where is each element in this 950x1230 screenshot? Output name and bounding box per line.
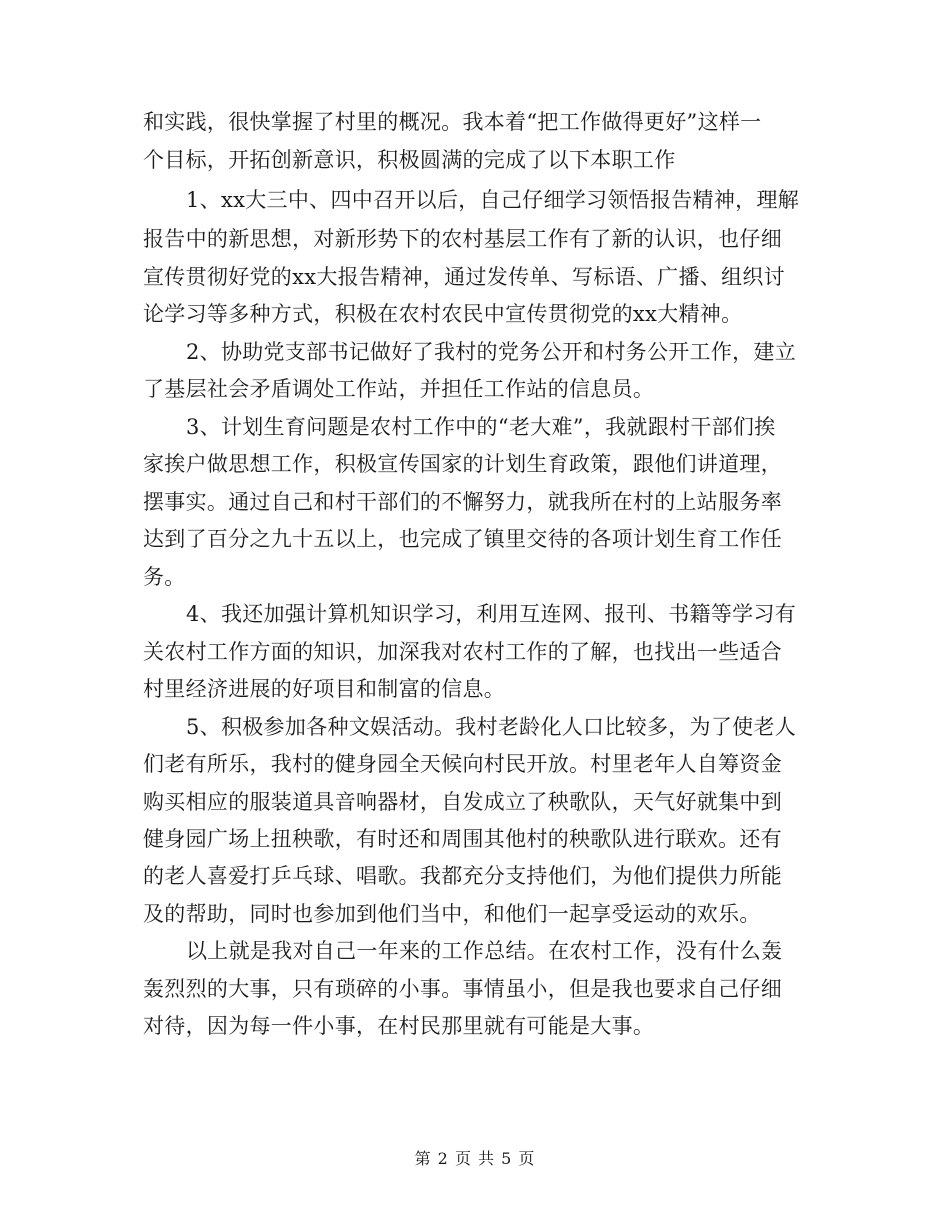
text-line-7: 2、协助党支部书记做好了我村的党务公开和村务公开工作，建立 [186,340,797,364]
page-number-footer: 第 2 页 共 5 页 [414,1149,536,1168]
text-line-14: 4、我还加强计算机知识学习，利用互连网、报刊、书籍等学习有 [186,602,797,626]
text-line-20: 健身园广场上扭秧歌，有时还和周围其他村的秧歌队进行联欢。还有 [143,827,782,851]
text-line-24: 轰烈烈的大事，只有琐碎的小事。事情虽小，但是我也要求自己仔细 [143,977,782,1001]
text-line-12: 达到了百分之九十五以上，也完成了镇里交待的各项计划生育工作任 [143,527,782,551]
text-line-8: 了基层社会矛盾调处工作站，并担任工作站的信息员。 [143,377,655,401]
text-line-21: 的老人喜爱打乒乓球、唱歌。我都充分支持他们，为他们提供力所能 [143,864,782,888]
text-line-5: 宣传贯彻好党的xx大报告精神，通过发传单、写标语、广播、组织讨 [143,265,785,289]
text-line-13: 务。 [143,565,186,589]
text-line-22: 及的帮助，同时也参加到他们当中，和他们一起享受运动的欢乐。 [143,902,761,926]
text-line-18: 们老有所乐，我村的健身园全天候向村民开放。村里老年人自筹资金 [143,752,782,776]
text-line-10: 家挨户做思想工作，积极宣传国家的计划生育政策，跟他们讲道理， [143,452,782,476]
text-line-6: 论学习等多种方式，积极在农村农民中宣传贯彻党的xx大精神。 [143,302,743,326]
text-line-15: 关农村工作方面的知识，加深我对农村工作的了解，也找出一些适合 [143,640,782,664]
text-line-3: 1、xx大三中、四中召开以后，自己仔细学习领悟报告精神，理解 [186,188,800,212]
text-line-25: 对待，因为每一件小事，在村民那里就有可能是大事。 [143,1014,655,1038]
text-line-11: 摆事实。通过自己和村干部们的不懈努力，就我所在村的上站服务率 [143,490,782,514]
text-line-17: 5、积极参加各种文娱活动。我村老龄化人口比较多，为了使老人 [186,715,797,739]
text-line-1: 和实践，很快掌握了村里的概况。我本着“把工作做得更好”这样一 [143,110,762,134]
text-line-16: 村里经济进展的好项目和制富的信息。 [143,677,506,701]
text-line-19: 购买相应的服装道具音响器材，自发成立了秧歌队，天气好就集中到 [143,790,782,814]
text-line-4: 报告中的新思想，对新形势下的农村基层工作有了新的认识，也仔细 [143,227,782,251]
text-line-9: 3、计划生育问题是农村工作中的“老大难”，我就跟村干部们挨 [186,415,776,439]
text-line-23: 以上就是我对自己一年来的工作总结。在农村工作，没有什么轰 [186,939,783,963]
text-line-2: 个目标，开拓创新意识，积极圆满的完成了以下本职工作 [143,148,676,172]
